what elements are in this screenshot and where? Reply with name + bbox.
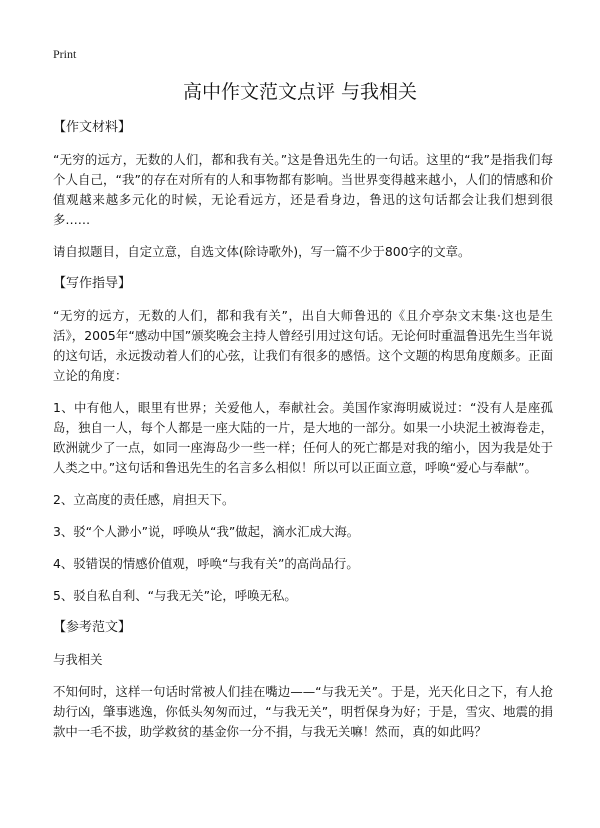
section-heading-material: 【作文材料】 [53,120,132,135]
section-heading-guide: 【写作指导】 [53,276,132,291]
guide-paragraph-5: 4、驳错误的情感价值观，呼唤“与我有关”的高尚品行。 [53,556,359,571]
material-paragraph-2: 请自拟题目，自定立意，自选文体(除诗歌外)，写一篇不少于800字的文章。 [53,244,471,259]
section-heading-sample: 【参考范文】 [53,620,132,635]
print-link[interactable]: Print [53,47,77,61]
page-title: 高中作文范文点评 与我相关 [182,81,418,103]
material-paragraph-1: “无穷的远方，无数的人们，都和我有关。”这是鲁迅先生的一句话。这里的“我”是指我们每个人自己，“我”的存在对所有的人和事物都有影响。当世界变得越来越小，人们的情感和价值观越来越多元化的时候，无论看远方，还是看身边，鲁迅的这句话都会让我们想到很多…… [53,152,553,227]
guide-paragraph-4: 3、驳“个人渺小”说，呼唤从“我”做起，滴水汇成大海。 [53,524,360,539]
guide-paragraph-6: 5、驳自私自利、“与我无关”论，呼唤无私。 [53,588,297,603]
sample-paragraph-1: 不知何时，这样一句话时常被人们挂在嘴边——“与我无关”。于是，光天化日之下，有人抢劫行凶，肇事逃逸，你低头匆匆而过，“与我无关”，明哲保身为好；于是，雪灾、地震的捐款中一毛不拔，助学救贫的基金你一分不捐，与我无关嘛！然而，真的如此吗？ [53,684,553,739]
sample-title: 与我相关 [53,652,103,667]
article-body [53,118,553,754]
guide-paragraph-1: “无穷的远方，无数的人们，都和我有关”，出自大师鲁迅的《且介亭杂文末集·这也是生活》，2005年“感动中国”颁奖晚会主持人曾经引用过这句话。无论何时重温鲁迅先生当年说的这句话，永远拨动着人们的心弦，让我们有很多的感悟。这个文题的构思角度颇多。正面立论的角度： [53,308,553,383]
guide-paragraph-3: 2、立高度的责任感，肩担天下。 [53,492,235,507]
guide-paragraph-2: 1、中有他人，眼里有世界；关爱他人，奉献社会。美国作家海明威说过：“没有人是座孤岛，独自一人，每个人都是一座大陆的一片，是大地的一部分。如果一小块泥土被海卷走，欧洲就少了一点，如同一座海岛少一些一样；任何人的死亡都是对我的缩小，因为我是处于人类之中。”这句话和鲁迅先生的名言多么相似！所以可以正面立意，呼唤“爱心与奉献”。 [53,400,553,475]
